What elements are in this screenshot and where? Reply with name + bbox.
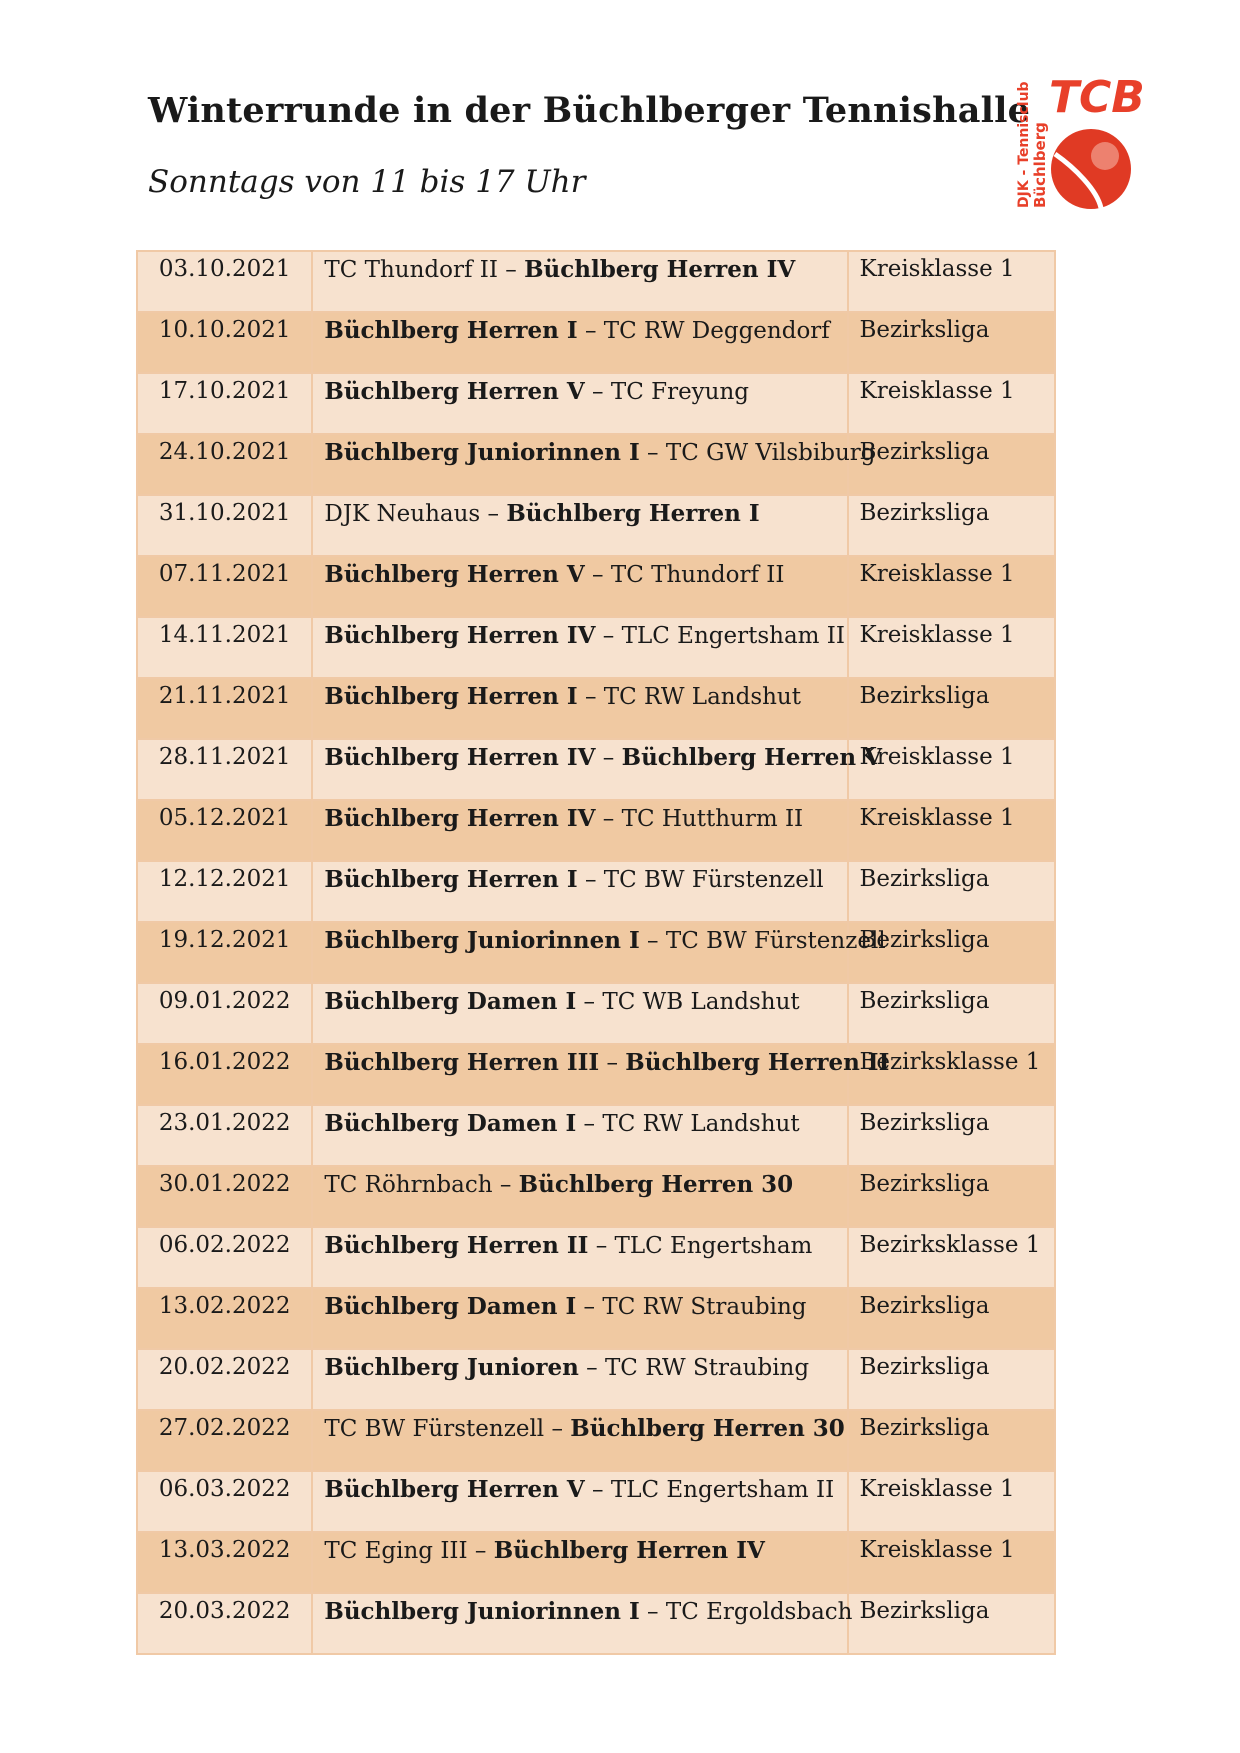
league-cell — [848, 1593, 1055, 1654]
tennis-ball-icon — [1051, 129, 1131, 209]
away-team: TC BW Fürstenzell — [603, 867, 824, 893]
home-team: TC Röhrnbach — [324, 1172, 493, 1198]
match-date: 03.10.2021 — [158, 256, 291, 282]
table-row — [137, 800, 1055, 861]
table-row — [137, 617, 1055, 678]
table-row — [137, 1532, 1055, 1593]
home-team: TC BW Fürstenzell — [324, 1416, 545, 1442]
away-team: TLC Engertsham II — [621, 623, 845, 649]
match-pairing — [313, 1350, 846, 1381]
date-cell — [137, 1044, 312, 1105]
date-cell — [137, 1105, 312, 1166]
match-pairing — [313, 313, 846, 344]
date-cell — [137, 1593, 312, 1654]
league-name: Kreisklasse 1 — [859, 561, 1015, 587]
league-name: Kreisklasse 1 — [859, 1476, 1015, 1502]
logo-text-line2: Büchlberg — [1031, 122, 1049, 208]
table-row — [137, 1471, 1055, 1532]
league-name: Bezirksklasse 1 — [859, 1049, 1041, 1075]
match-cell — [312, 1105, 847, 1166]
match-separator: – — [639, 1599, 666, 1625]
league-cell — [848, 312, 1055, 373]
match-pairing — [313, 862, 846, 893]
match-date: 12.12.2021 — [158, 866, 291, 892]
match-date: 19.12.2021 — [158, 927, 291, 953]
league-name: Bezirksliga — [859, 439, 990, 465]
table-row — [137, 1227, 1055, 1288]
match-pairing — [313, 923, 886, 954]
table-row — [137, 983, 1055, 1044]
league-name: Bezirksliga — [859, 1598, 990, 1624]
league-cell — [848, 1105, 1055, 1166]
match-cell — [312, 495, 847, 556]
league-name: Kreisklasse 1 — [859, 622, 1015, 648]
league-cell — [848, 861, 1055, 922]
home-team: Büchlberg Herren I — [324, 683, 578, 710]
match-date: 13.02.2022 — [158, 1293, 291, 1319]
match-pairing — [313, 1289, 846, 1320]
date-cell — [137, 251, 312, 312]
home-team: Büchlberg Herren V — [324, 1476, 585, 1503]
home-team: Büchlberg Damen I — [324, 988, 577, 1015]
match-date: 17.10.2021 — [158, 378, 291, 404]
league-cell — [848, 434, 1055, 495]
away-team: TC WB Landshut — [602, 989, 800, 1015]
home-team: Büchlberg Herren I — [324, 866, 578, 893]
league-cell — [848, 1227, 1055, 1288]
table-row — [137, 434, 1055, 495]
match-separator: – — [576, 989, 603, 1015]
match-separator: – — [588, 1233, 615, 1259]
date-cell — [137, 1471, 312, 1532]
home-team: Büchlberg Damen I — [324, 1293, 577, 1320]
away-team: TLC Engertsham II — [610, 1477, 835, 1503]
match-cell — [312, 1044, 890, 1105]
match-cell — [312, 617, 847, 678]
match-pairing — [313, 1594, 853, 1625]
date-cell — [137, 312, 312, 373]
away-team: Büchlberg Herren I — [506, 500, 760, 527]
date-cell — [137, 1166, 312, 1227]
away-team: TC Ergoldsbach — [665, 1599, 853, 1625]
league-cell — [848, 739, 1055, 800]
home-team: Büchlberg Herren IV — [324, 744, 596, 771]
away-team: TC GW Vilsbiburg — [665, 440, 876, 466]
league-cell — [848, 1288, 1055, 1349]
date-cell — [137, 434, 312, 495]
home-team: Büchlberg Junioren — [324, 1354, 579, 1381]
match-cell — [312, 1349, 847, 1410]
league-name: Bezirksliga — [859, 1415, 990, 1441]
table-row — [137, 678, 1055, 739]
match-cell — [312, 312, 847, 373]
league-cell — [848, 373, 1055, 434]
page-subtitle: Sonntags von 11 bis 17 Uhr — [148, 164, 586, 200]
match-pairing — [313, 435, 876, 466]
match-cell — [312, 1471, 847, 1532]
home-team: TC Eging III — [324, 1538, 468, 1564]
date-cell — [137, 373, 312, 434]
match-date: 06.03.2022 — [158, 1476, 291, 1502]
home-team: Büchlberg Herren IV — [324, 622, 596, 649]
table-row — [137, 1166, 1055, 1227]
match-separator: – — [576, 1111, 603, 1137]
away-team: Büchlberg Herren IV — [524, 256, 796, 283]
logo-letters: TCB — [1049, 72, 1145, 123]
home-team: Büchlberg Juniorinnen I — [324, 439, 640, 466]
away-team: TC RW Landshut — [603, 684, 801, 710]
date-cell — [137, 1288, 312, 1349]
league-cell — [848, 1166, 1055, 1227]
match-separator: – — [577, 684, 604, 710]
match-date: 27.02.2022 — [158, 1415, 291, 1441]
home-team: Büchlberg Herren V — [324, 378, 585, 405]
match-separator: – — [544, 1416, 571, 1442]
league-name: Bezirksliga — [859, 927, 990, 953]
match-pairing — [313, 557, 846, 588]
table-row — [137, 1288, 1055, 1349]
date-cell — [137, 1532, 312, 1593]
date-cell — [137, 678, 312, 739]
match-cell — [312, 1227, 847, 1288]
league-cell — [848, 251, 1055, 312]
match-separator: – — [480, 501, 507, 527]
date-cell — [137, 495, 312, 556]
league-name: Bezirksliga — [859, 500, 990, 526]
match-separator: – — [599, 1050, 626, 1076]
league-cell — [848, 983, 1055, 1044]
date-cell — [137, 1349, 312, 1410]
table-row — [137, 1593, 1055, 1654]
home-team: Büchlberg Herren II — [324, 1232, 589, 1259]
league-cell — [848, 1349, 1055, 1410]
match-separator: – — [584, 1477, 611, 1503]
date-cell — [137, 556, 312, 617]
table-row — [137, 1044, 1055, 1105]
league-name: Bezirksliga — [859, 1110, 990, 1136]
match-separator: – — [577, 867, 604, 893]
match-date: 10.10.2021 — [158, 317, 291, 343]
league-name: Kreisklasse 1 — [859, 256, 1015, 282]
match-date: 13.03.2022 — [158, 1537, 291, 1563]
table-row — [137, 373, 1055, 434]
match-pairing — [313, 984, 846, 1015]
away-team: Büchlberg Herren V — [621, 744, 882, 771]
league-cell — [848, 1471, 1055, 1532]
away-team: TLC Engertsham — [614, 1233, 813, 1259]
match-cell — [312, 678, 847, 739]
away-team: Büchlberg Herren II — [625, 1049, 890, 1076]
away-team: Büchlberg Herren 30 — [570, 1415, 845, 1442]
match-date: 05.12.2021 — [158, 805, 291, 831]
table-row — [137, 922, 1055, 983]
match-date: 28.11.2021 — [158, 744, 291, 770]
schedule-table — [136, 250, 1056, 1655]
league-name: Kreisklasse 1 — [859, 744, 1015, 770]
match-date: 20.02.2022 — [158, 1354, 291, 1380]
table-row — [137, 861, 1055, 922]
match-cell — [312, 1410, 847, 1471]
match-cell — [312, 739, 882, 800]
date-cell — [137, 983, 312, 1044]
match-date: 23.01.2022 — [158, 1110, 291, 1136]
match-date: 30.01.2022 — [158, 1171, 291, 1197]
logo-text-line1: DJK - Tennisclub — [1016, 81, 1032, 208]
match-cell — [312, 556, 847, 617]
league-cell — [848, 1532, 1055, 1593]
date-cell — [137, 1410, 312, 1471]
home-team: DJK Neuhaus — [324, 501, 481, 527]
match-date: 07.11.2021 — [158, 561, 291, 587]
match-date: 20.03.2022 — [158, 1598, 291, 1624]
table-row — [137, 1349, 1055, 1410]
league-cell — [848, 1044, 1055, 1105]
league-name: Bezirksliga — [859, 1171, 990, 1197]
away-team: TC Freyung — [610, 379, 750, 405]
match-separator: – — [639, 928, 666, 954]
match-separator: – — [595, 745, 622, 771]
match-pairing — [313, 679, 846, 710]
away-team: TC RW Straubing — [602, 1294, 807, 1320]
date-cell — [137, 800, 312, 861]
away-team: TC BW Fürstenzell — [665, 928, 886, 954]
match-pairing — [313, 496, 846, 527]
table-row — [137, 556, 1055, 617]
match-pairing — [313, 740, 882, 771]
league-cell — [848, 800, 1055, 861]
league-name: Bezirksliga — [859, 866, 990, 892]
league-cell — [848, 556, 1055, 617]
home-team: Büchlberg Juniorinnen I — [324, 1598, 640, 1625]
table-row — [137, 495, 1055, 556]
match-pairing — [313, 252, 846, 283]
away-team: TC RW Landshut — [602, 1111, 800, 1137]
league-name: Bezirksliga — [859, 1293, 990, 1319]
league-name: Bezirksliga — [859, 683, 990, 709]
match-cell — [312, 251, 847, 312]
table-row — [137, 1410, 1055, 1471]
match-date: 21.11.2021 — [158, 683, 291, 709]
match-pairing — [313, 801, 846, 832]
league-name: Bezirksliga — [859, 1354, 990, 1380]
away-team: TC RW Straubing — [604, 1355, 810, 1381]
match-cell — [312, 373, 847, 434]
match-cell — [312, 434, 876, 495]
match-date: 24.10.2021 — [158, 439, 291, 465]
match-pairing — [313, 1411, 846, 1442]
date-cell — [137, 861, 312, 922]
league-cell — [848, 495, 1055, 556]
away-team: TC Thundorf II — [610, 562, 785, 588]
home-team: Büchlberg Damen I — [324, 1110, 577, 1137]
date-cell — [137, 739, 312, 800]
match-date: 06.02.2022 — [158, 1232, 291, 1258]
home-team: Büchlberg Herren I — [324, 317, 578, 344]
match-date: 09.01.2022 — [158, 988, 291, 1014]
match-cell — [312, 1593, 853, 1654]
table-row — [137, 251, 1055, 312]
match-pairing — [313, 1228, 846, 1259]
league-name: Bezirksliga — [859, 988, 990, 1014]
match-pairing — [313, 374, 846, 405]
match-cell — [312, 1166, 847, 1227]
match-separator: – — [497, 257, 525, 283]
match-separator: – — [467, 1538, 494, 1564]
match-cell — [312, 922, 886, 983]
match-cell — [312, 800, 847, 861]
match-pairing — [313, 1106, 846, 1137]
date-cell — [137, 617, 312, 678]
table-row — [137, 312, 1055, 373]
home-team: Büchlberg Herren IV — [324, 805, 596, 832]
match-cell — [312, 983, 847, 1044]
table-row — [137, 1105, 1055, 1166]
league-cell — [848, 1410, 1055, 1471]
match-separator: – — [639, 440, 666, 466]
match-separator: – — [576, 1294, 603, 1320]
league-cell — [848, 922, 1055, 983]
home-team: TC Thundorf II — [324, 257, 498, 283]
table-row — [137, 739, 1055, 800]
league-name: Kreisklasse 1 — [859, 1537, 1015, 1563]
league-name: Kreisklasse 1 — [859, 805, 1015, 831]
match-separator: – — [492, 1172, 519, 1198]
match-date: 31.10.2021 — [158, 500, 291, 526]
match-cell — [312, 1532, 847, 1593]
away-team: TC Hutthurm II — [621, 806, 804, 832]
match-separator: – — [578, 1355, 605, 1381]
match-pairing — [313, 1167, 846, 1198]
match-separator: – — [584, 379, 611, 405]
match-pairing — [313, 1045, 890, 1076]
page-title: Winterrunde in der Büchlberger Tennishalle — [148, 90, 1031, 131]
club-logo — [1005, 58, 1145, 218]
date-cell — [137, 1227, 312, 1288]
date-cell — [137, 922, 312, 983]
match-pairing — [313, 618, 846, 649]
home-team: Büchlberg Juniorinnen I — [324, 927, 640, 954]
home-team: Büchlberg Herren III — [324, 1049, 600, 1076]
match-separator: – — [595, 806, 622, 832]
league-name: Kreisklasse 1 — [859, 378, 1015, 404]
match-cell — [312, 1288, 847, 1349]
league-name: Bezirksklasse 1 — [859, 1232, 1041, 1258]
match-separator: – — [577, 318, 604, 344]
league-cell — [848, 617, 1055, 678]
league-cell — [848, 678, 1055, 739]
match-separator: – — [595, 623, 622, 649]
match-separator: – — [584, 562, 611, 588]
match-date: 16.01.2022 — [158, 1049, 291, 1075]
match-date: 14.11.2021 — [158, 622, 291, 648]
league-name: Bezirksliga — [859, 317, 990, 343]
match-pairing — [313, 1533, 846, 1564]
match-cell — [312, 861, 847, 922]
away-team: TC RW Deggendorf — [603, 318, 830, 344]
away-team: Büchlberg Herren 30 — [518, 1171, 794, 1198]
away-team: Büchlberg Herren IV — [493, 1537, 765, 1564]
match-pairing — [313, 1472, 846, 1503]
home-team: Büchlberg Herren V — [324, 561, 585, 588]
